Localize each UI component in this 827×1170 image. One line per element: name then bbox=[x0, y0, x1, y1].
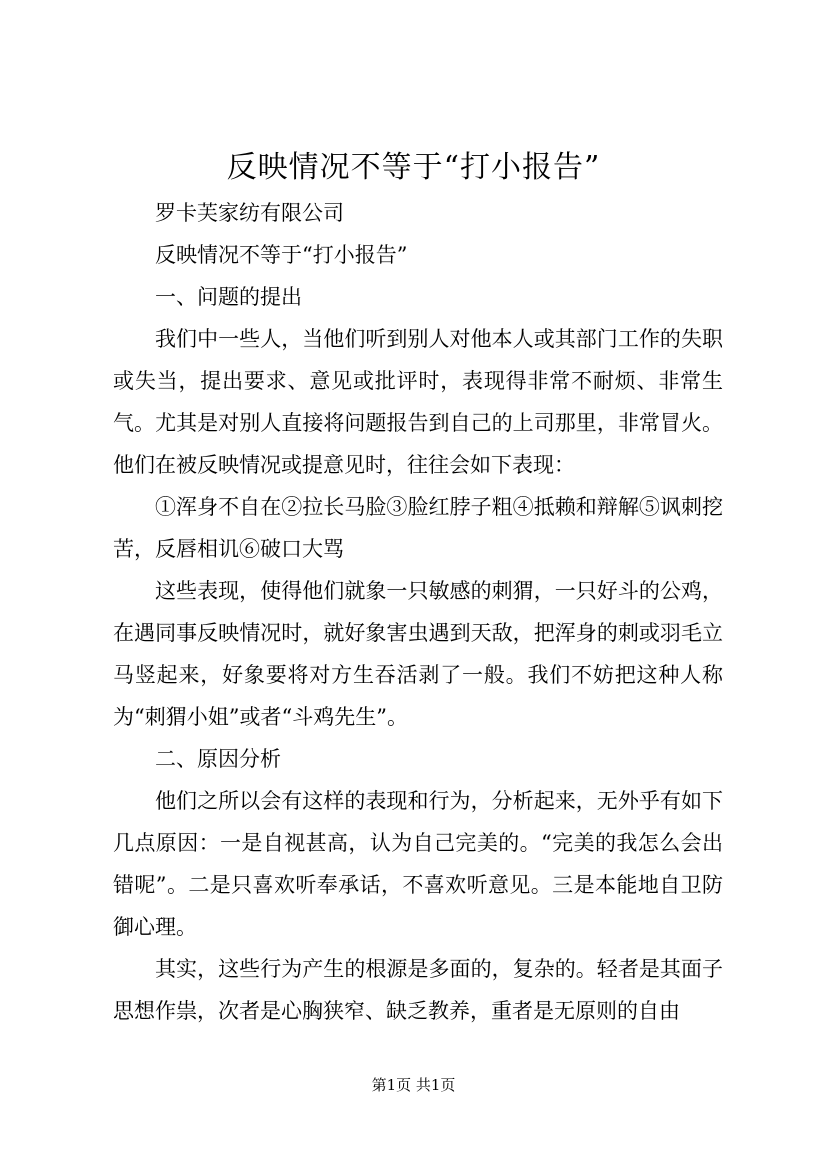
document-subtitle: 反映情况不等于“打小报告” bbox=[155, 243, 408, 267]
section-heading-analysis: 二、原因分析 bbox=[155, 747, 281, 771]
company-name: 罗卡芙家纺有限公司 bbox=[155, 201, 344, 225]
paragraph-roots: 其实，这些行为产生的根源是多面的，复杂的。轻者是其面子思想作祟，次者是心胸狭窄、缺乏教养，重者是无原则的自由 bbox=[113, 957, 723, 1023]
page-footer: 第1页 共1页 bbox=[371, 1076, 456, 1094]
section-heading-problem: 一、问题的提出 bbox=[155, 285, 302, 309]
paragraph-hedgehog-analogy: 这些表现，使得他们就象一只敏感的刺猬，一只好斗的公鸡，在遇同事反映情况时，就好象害虫遇到天敌，把浑身的刺或羽毛立马竖起来，好象要将对方生吞活剥了一般。我们不妨把这种人称为“刺猬小姐”或者“斗鸡先生”。 bbox=[113, 579, 723, 729]
paragraph-behavior-list: ①浑身不自在②拉长马脸③脸红脖子粗④抵赖和辩解⑤讽刺挖苦，反唇相讥⑥破口大骂 bbox=[113, 495, 723, 561]
paragraph-problem-description: 我们中一些人，当他们听到别人对他本人或其部门工作的失职或失当，提出要求、意见或批评时，表现得非常不耐烦、非常生气。尤其是对别人直接将问题报告到自己的上司那里，非常冒火。他们在被反映情况或提意见时，往往会如下表现： bbox=[113, 327, 723, 477]
paragraph-causes: 他们之所以会有这样的表现和行为，分析起来，无外乎有如下几点原因：一是自视甚高，认为自己完美的。“完美的我怎么会出错呢”。二是只喜欢听奉承话，不喜欢听意见。三是本能地自卫防御心理。 bbox=[113, 789, 723, 939]
document-title: 反映情况不等于“打小报告” bbox=[226, 150, 601, 185]
